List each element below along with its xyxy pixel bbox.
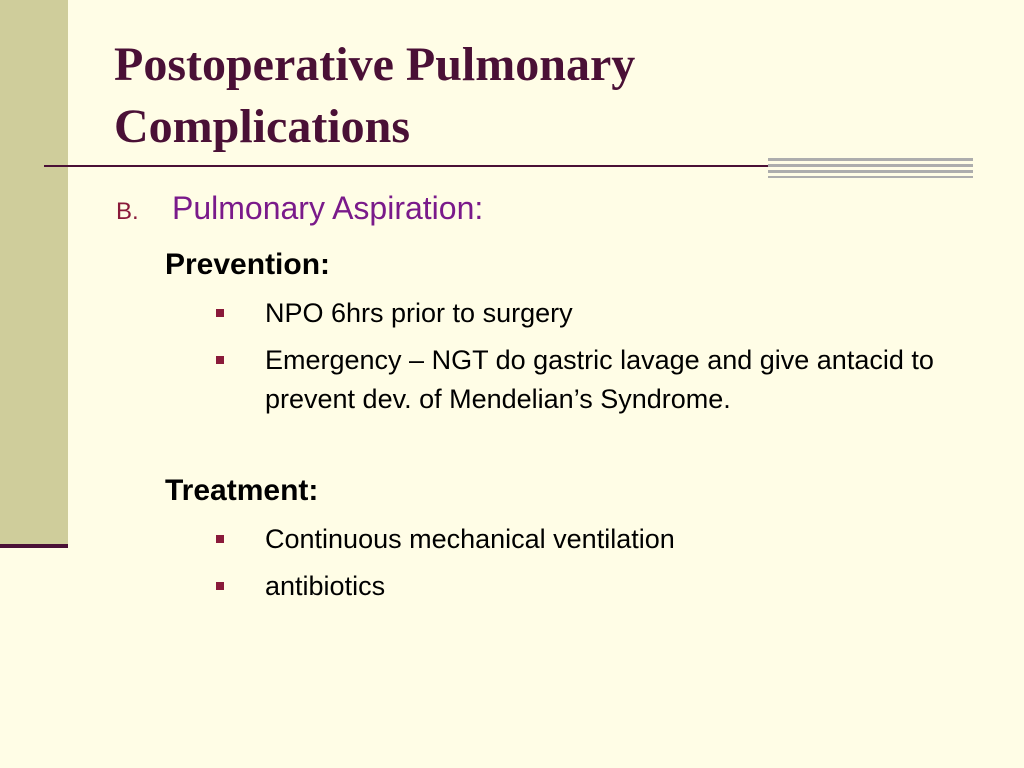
list-item-text: Continuous mechanical ventilation xyxy=(265,524,675,554)
list-item xyxy=(216,567,946,606)
title-divider xyxy=(44,165,768,167)
section-title: Pulmonary Aspiration: xyxy=(172,190,484,226)
bullet-square-icon xyxy=(216,309,224,317)
section-heading xyxy=(116,190,483,227)
list-item xyxy=(216,294,946,333)
bullet-square-icon xyxy=(216,356,224,364)
list-item xyxy=(216,341,946,419)
list-item-text: antibiotics xyxy=(265,571,386,601)
left-band-underline xyxy=(0,544,68,548)
prevention-heading: Prevention: xyxy=(165,248,331,281)
bullet-square-icon xyxy=(216,535,224,543)
list-item-text: Emergency – NGT do gastric lavage and give antacid to prevent dev. of Mendelian’s Syndrome. xyxy=(265,345,934,414)
prevention-list xyxy=(216,294,946,427)
list-item xyxy=(216,520,946,559)
slide-title: Postoperative Pulmonary Complications xyxy=(114,38,636,153)
treatment-heading: Treatment: xyxy=(165,474,319,507)
bullet-square-icon xyxy=(216,582,224,590)
section-marker: B. xyxy=(116,198,139,225)
list-item-text: NPO 6hrs prior to surgery xyxy=(265,298,573,328)
treatment-list xyxy=(216,520,946,614)
title-divider-accent xyxy=(768,158,973,178)
left-decorative-band xyxy=(0,0,68,546)
